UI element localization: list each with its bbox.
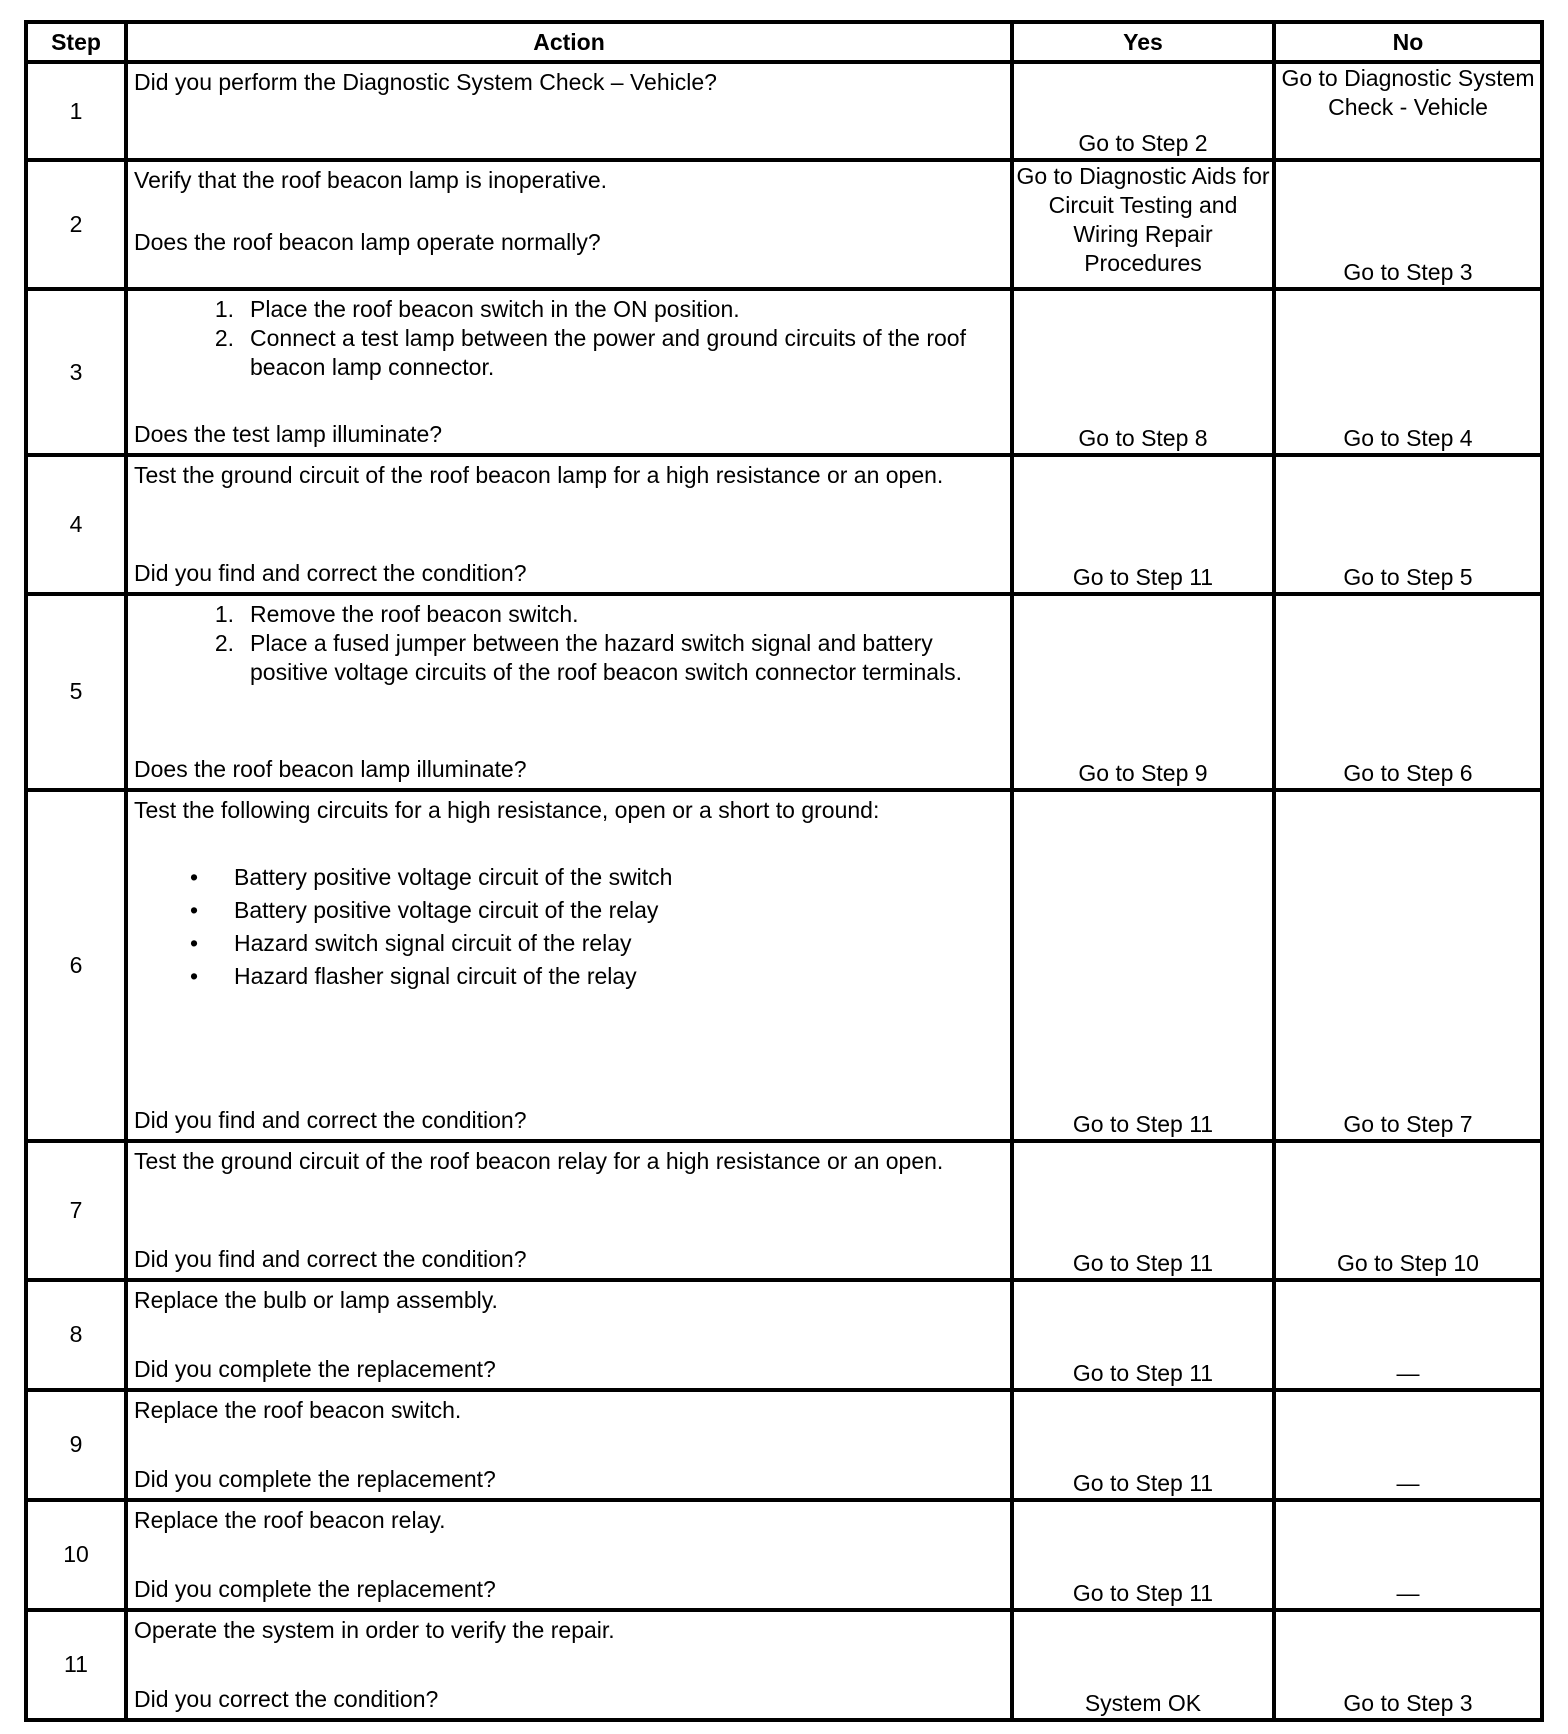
bullet-icon: • <box>189 863 199 890</box>
step-number: 7 <box>26 1141 126 1280</box>
no-result: Go to Diagnostic System Check - Vehicle <box>1274 62 1542 160</box>
list-text: Battery positive voltage circuit of the relay <box>234 896 659 923</box>
list-item <box>134 295 1004 324</box>
yes-result: Go to Diagnostic Aids for Circuit Testing and Wiring Repair Procedures <box>1012 160 1274 289</box>
table-row <box>26 1141 1542 1280</box>
action-question: Did you find and correct the condition? <box>134 559 527 586</box>
action-intro: Replace the bulb or lamp assembly. <box>134 1287 498 1314</box>
no-result: — <box>1274 1500 1542 1610</box>
list-text: Place the roof beacon switch in the ON position. <box>250 296 740 323</box>
no-result: Go to Step 3 <box>1274 1610 1542 1720</box>
action-cell <box>126 160 1012 289</box>
action-intro: Replace the roof beacon switch. <box>134 1396 462 1423</box>
action-cell <box>126 1390 1012 1500</box>
list-item <box>134 324 1004 382</box>
action-question: Did you complete the replacement? <box>134 1465 496 1492</box>
yes-result: Go to Step 11 <box>1012 1390 1274 1500</box>
yes-result: Go to Step 2 <box>1012 62 1274 160</box>
list-item <box>134 629 1004 687</box>
action-question: Did you complete the replacement? <box>134 1575 496 1602</box>
list-text: Battery positive voltage circuit of the switch <box>234 863 673 890</box>
action-cell <box>126 1610 1012 1720</box>
list-item <box>134 927 1004 960</box>
yes-result: System OK <box>1012 1610 1274 1720</box>
list-marker: 1. <box>214 600 234 627</box>
list-item <box>134 894 1004 927</box>
step-number: 5 <box>26 594 126 790</box>
action-question: Did you complete the replacement? <box>134 1355 496 1382</box>
table-row <box>26 289 1542 455</box>
action-cell <box>126 455 1012 593</box>
step-number: 1 <box>26 62 126 160</box>
action-cell <box>126 1280 1012 1389</box>
action-question: Does the roof beacon lamp illuminate? <box>134 755 527 782</box>
action-cell <box>126 790 1012 1141</box>
no-result: — <box>1274 1280 1542 1389</box>
table-row <box>26 790 1542 1141</box>
action-cell <box>126 594 1012 790</box>
action-question: Does the roof beacon lamp operate normally? <box>134 229 601 256</box>
step-number: 9 <box>26 1390 126 1500</box>
list-text: Hazard switch signal circuit of the relay <box>234 929 632 956</box>
step-number: 11 <box>26 1610 126 1720</box>
table-row <box>26 1500 1542 1610</box>
no-result: Go to Step 5 <box>1274 455 1542 593</box>
bullet-icon: • <box>189 896 199 923</box>
step-number: 2 <box>26 160 126 289</box>
action-intro: Operate the system in order to verify the repair. <box>134 1616 615 1643</box>
step-number: 3 <box>26 289 126 455</box>
action-cell <box>126 289 1012 455</box>
action-cell <box>126 62 1012 160</box>
diagnostic-table <box>24 20 1544 1722</box>
header-no: No <box>1274 22 1542 62</box>
yes-result: Go to Step 11 <box>1012 455 1274 593</box>
bullet-list <box>134 861 1004 993</box>
list-item <box>134 960 1004 993</box>
yes-result: Go to Step 11 <box>1012 1141 1274 1280</box>
yes-result: Go to Step 11 <box>1012 790 1274 1141</box>
header-action: Action <box>126 22 1012 62</box>
list-marker: 2. <box>214 629 234 656</box>
action-intro: Test the following circuits for a high resistance, open or a short to ground: <box>134 796 880 823</box>
action-intro: Did you perform the Diagnostic System Check – Vehicle? <box>134 69 717 95</box>
action-intro: Test the ground circuit of the roof beacon relay for a high resistance or an open. <box>134 1148 944 1175</box>
no-result: Go to Step 10 <box>1274 1141 1542 1280</box>
numbered-list <box>134 295 1004 382</box>
yes-result: Go to Step 9 <box>1012 594 1274 790</box>
table-row <box>26 1280 1542 1389</box>
no-result: Go to Step 3 <box>1274 160 1542 289</box>
table-row <box>26 1610 1542 1720</box>
no-result: — <box>1274 1390 1542 1500</box>
list-text: Connect a test lamp between the power and ground circuits of the roof beacon lamp connector. <box>250 325 966 381</box>
action-question: Did you correct the condition? <box>134 1686 439 1712</box>
action-intro: Verify that the roof beacon lamp is inoperative. <box>134 167 608 194</box>
step-number: 6 <box>26 790 126 1141</box>
action-intro: Test the ground circuit of the roof beacon lamp for a high resistance or an open. <box>134 462 944 489</box>
no-result: Go to Step 6 <box>1274 594 1542 790</box>
header-yes: Yes <box>1012 22 1274 62</box>
action-intro: Replace the roof beacon relay. <box>134 1506 446 1533</box>
action-cell <box>126 1500 1012 1610</box>
yes-result: Go to Step 11 <box>1012 1280 1274 1389</box>
table-row <box>26 160 1542 289</box>
bullet-icon: • <box>189 929 199 956</box>
step-number: 8 <box>26 1280 126 1389</box>
list-marker: 2. <box>214 325 234 352</box>
action-question: Does the test lamp illuminate? <box>134 421 443 448</box>
yes-result: Go to Step 8 <box>1012 289 1274 455</box>
list-item <box>134 861 1004 894</box>
list-text: Place a fused jumper between the hazard switch signal and battery positive voltage circuits of the roof beacon switch connector terminals. <box>250 629 963 685</box>
table-row <box>26 594 1542 790</box>
numbered-list <box>134 600 1004 687</box>
bullet-icon: • <box>189 962 199 989</box>
header-step: Step <box>26 22 126 62</box>
list-item <box>134 600 1004 629</box>
step-number: 4 <box>26 455 126 593</box>
table-row <box>26 1390 1542 1500</box>
table-row <box>26 62 1542 160</box>
action-question: Did you find and correct the condition? <box>134 1246 527 1273</box>
list-text: Hazard flasher signal circuit of the relay <box>234 962 637 989</box>
list-text: Remove the roof beacon switch. <box>250 600 579 627</box>
header-row <box>26 22 1542 62</box>
no-result: Go to Step 7 <box>1274 790 1542 1141</box>
list-marker: 1. <box>214 296 234 323</box>
table-row <box>26 455 1542 593</box>
action-cell <box>126 1141 1012 1280</box>
yes-result: Go to Step 11 <box>1012 1500 1274 1610</box>
action-question: Did you find and correct the condition? <box>134 1107 527 1134</box>
step-number: 10 <box>26 1500 126 1610</box>
no-result: Go to Step 4 <box>1274 289 1542 455</box>
